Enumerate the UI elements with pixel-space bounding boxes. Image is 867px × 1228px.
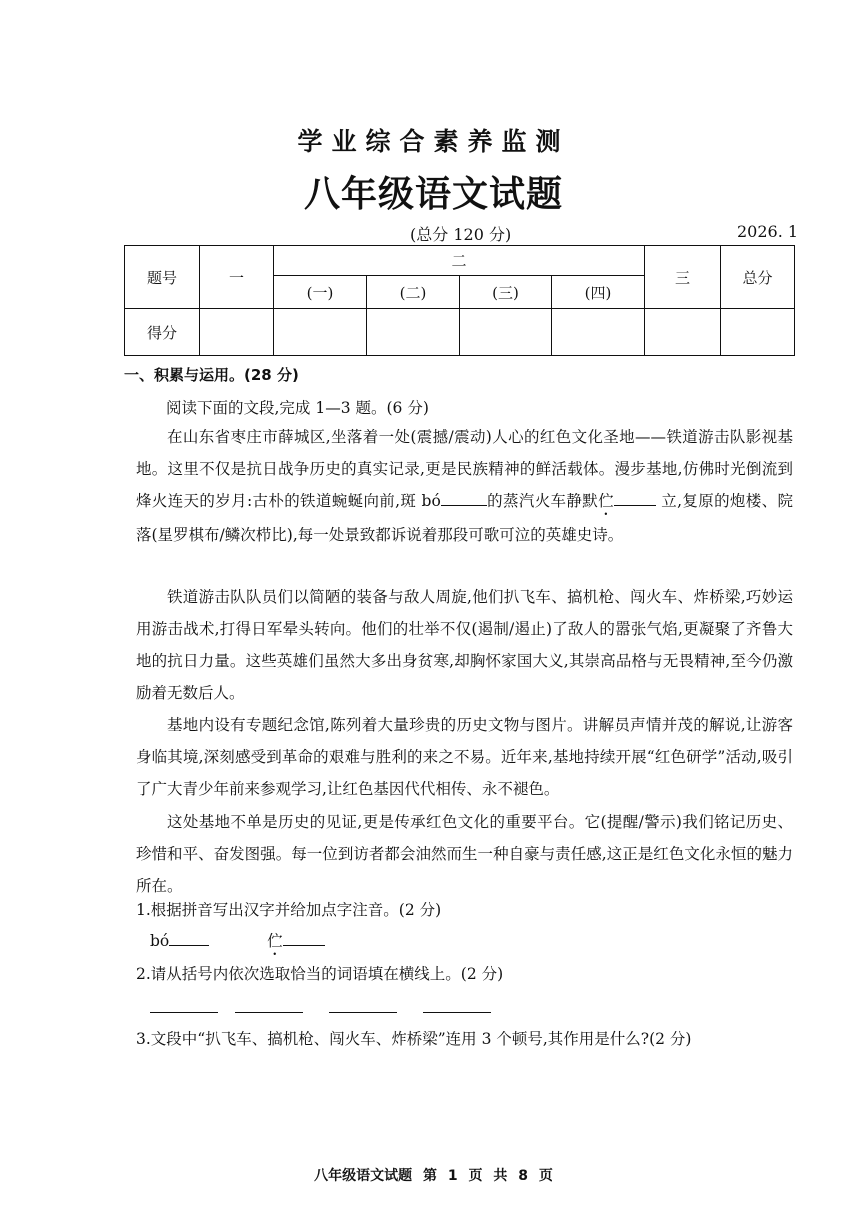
answer-line-2[interactable]	[235, 1012, 303, 1013]
answer-line-3[interactable]	[329, 1012, 397, 1013]
score-cell-part3[interactable]	[645, 309, 721, 356]
score-cell-sub-2[interactable]	[367, 309, 460, 356]
score-table-sub-4: (四)	[552, 276, 645, 309]
score-table-sub-2: (二)	[367, 276, 460, 309]
score-table-header-number: 题号	[125, 246, 200, 309]
passage-paragraph-1	[136, 421, 793, 551]
exam-date: 2026. 1	[737, 222, 799, 241]
passage-text: 的蒸汽火车静默	[486, 492, 599, 510]
score-table-sub-1: (一)	[274, 276, 367, 309]
answer-blank-pinyin[interactable]	[614, 489, 656, 506]
exam-series-title: 学业综合素养监测	[297, 127, 570, 156]
score-cell-sub-3[interactable]	[460, 309, 552, 356]
passage-paragraph-3: 基地内设有专题纪念馆,陈列着大量珍贵的历史文物与图片。讲解员声情并茂的解说,让游客身临其境,深刻感受到革命的艰难与胜利的来之不易。近年来,基地持续开展“红色研学”活动,吸引了广大青少年前来参观学习,让红色基因代代相传、永不褪色。	[136, 716, 793, 798]
score-cell-total[interactable]	[721, 309, 795, 356]
passage-paragraph-2: 铁道游击队队员们以简陋的装备与敌人周旋,他们扒飞车、搞机枪、闯火车、炸桥梁,巧妙运用游击战术,打得日军晕头转向。他们的壮举不仅(遏制/遏止)了敌人的嚣张气焰,更凝聚了齐鲁大地的抗日力量。这些英雄们虽然大多出身贫寒,却胸怀家国大义,其崇高品格与无畏精神,至今仍激励着无数后人。	[136, 588, 793, 702]
passage-text: 在山东省枣庄市薛城区,坐落着一处(震撼/震动)人心的红色文化圣地——铁道游击队影视基地。这里不仅是抗日战争历史的真实记录,更是民族精神的鲜活载体。漫步基地,仿佛时光倒流到烽火连天的岁月:古朴的铁道蜿蜒向前,斑 bó	[136, 428, 793, 510]
page-footer: 八年级语文试题 第 1 页 共 8 页	[314, 1168, 553, 1184]
score-table-col-total: 总分	[721, 246, 795, 309]
character-prompt: 伫	[267, 932, 283, 950]
total-score-note: (总分 120 分)	[410, 225, 512, 244]
passage-paragraph-4: 这处基地不单是历史的见证,更是传承红色文化的重要平台。它(提醒/警示)我们铭记历史、珍惜和平、奋发图强。每一位到访者都会油然而生一种自豪与责任感,这正是红色文化永恒的魅力所在。	[136, 813, 793, 895]
section-heading: 一、积累与运用。(28 分)	[124, 366, 299, 384]
score-cell-sub-1[interactable]	[274, 309, 367, 356]
dotted-character: 伫	[598, 492, 614, 510]
answer-line-1[interactable]	[150, 1012, 218, 1013]
question-2: 2.请从括号内依次选取恰当的词语填在横线上。(2 分)	[136, 965, 504, 983]
score-table-col-part1: 一	[200, 246, 274, 309]
passage-text: 立,复原的炮楼、院落(星罗棋布/鳞次栉比),每一处景致都诉说着那段可歌可泣的英雄史诗。	[136, 492, 793, 544]
score-table-col-part2: 二	[274, 246, 645, 276]
answer-blank-hanzi[interactable]	[169, 929, 209, 946]
answer-blank-bo[interactable]	[441, 489, 487, 506]
answer-line-4[interactable]	[423, 1012, 491, 1013]
answer-blank-zhuyin[interactable]	[283, 929, 325, 946]
exam-title: 八年级语文试题	[303, 174, 563, 215]
score-table-sub-3: (三)	[460, 276, 552, 309]
pinyin-prompt: bó	[150, 932, 170, 950]
score-table-header-score: 得分	[125, 309, 200, 356]
question-3: 3.文段中“扒飞车、搞机枪、闯火车、炸桥梁”连用 3 个顿号,其作用是什么?(2 分)	[136, 1030, 692, 1048]
question-1: 1.根据拼音写出汉字并给加点字注音。(2 分)	[136, 901, 442, 919]
score-cell-sub-4[interactable]	[552, 309, 645, 356]
score-table-col-part3: 三	[645, 246, 721, 309]
question-1-answer-row	[150, 929, 325, 959]
score-table	[124, 245, 795, 356]
section-instruction: 阅读下面的文段,完成 1—3 题。(6 分)	[166, 399, 429, 417]
score-cell-part1[interactable]	[200, 309, 274, 356]
